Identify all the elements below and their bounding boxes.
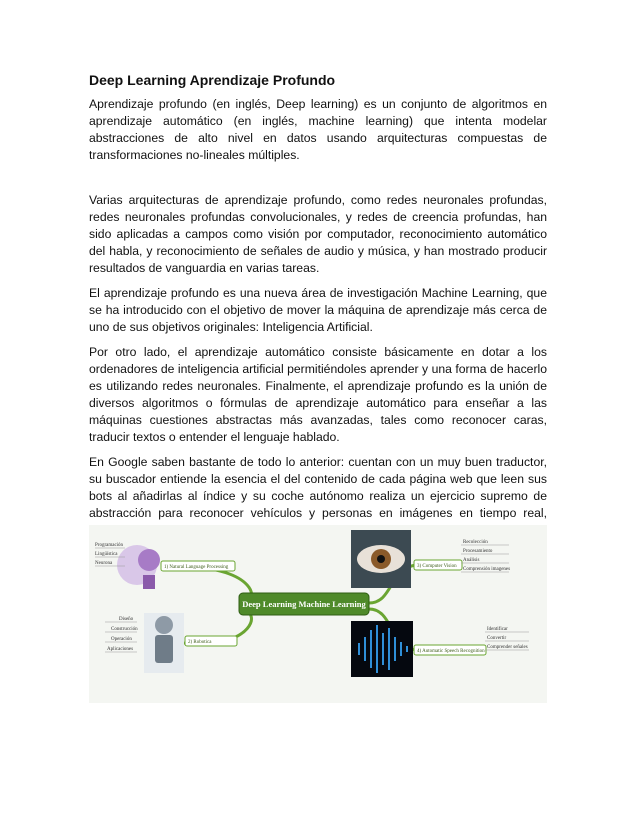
paragraph-definition: Aprendizaje profundo (en inglés, Deep learning) es un conjunto de algoritmos en aprendizaje automático (en inglés, machine learning) que intenta modelar abstracciones de alto nivel en datos usando arquitecturas compuestas de transformaciones no-lineales múltiples. — [89, 97, 547, 162]
branch-label-vision: 3) Computer Vision — [417, 564, 457, 569]
speech-item: Convertir — [487, 636, 507, 641]
robotica-item: Operación — [111, 637, 132, 642]
nlp-item: Programación — [95, 543, 124, 548]
paragraph-google: En Google saben bastante de todo lo anterior: cuentan con un muy buen traductor, su buscador entiende la esencia el del contenido de cada página web que leen sus bots al añadirlas al índice y su coche autónomo realiza un ejercicio supremo de abstracción para reconocer vehículos y personas en imágenes en tiempo real, — [89, 455, 547, 520]
paragraph-architectures: Varias arquitecturas de aprendizaje profundo, como redes neuronales profundas, redes neuronales profundas convolucionales, y redes de creencia profundas, han sido aplicadas a campos como visión por computador, reconocimiento automático del habla, y reconocimiento de señales de audio y música, y han mostrado producir resultados de vanguardia en varias tareas. — [89, 193, 547, 275]
speech-item: Identificar — [487, 627, 508, 632]
paragraph-research-area: El aprendizaje profundo es una nueva área de investigación Machine Learning, que se ha introducido con el objetivo de mover la máquina de aprendizaje más cerca de uno de sus objetivos originales: Inteligencia Artificial. — [89, 286, 547, 334]
document-title: Deep Learning Aprendizaje Profundo — [89, 72, 336, 88]
vision-item: Procesamiento — [463, 549, 493, 554]
mindmap-svg — [89, 525, 547, 703]
speech-item: Comprender señales — [487, 645, 528, 650]
document-page — [89, 72, 547, 547]
paragraph-machine-learning: Por otro lado, el aprendizaje automático consiste básicamente en dotar a los ordenadores de inteligencia artificial permitiéndoles aprender y una forma de hacerlo es utilizando redes neuronales. Finalmente, el aprendizaje profundo es la unión de diversos algoritmos o fórmulas de aprendizaje automático para enseñar a las máquinas cuestiones abstractas más avanzadas, tales como reconocer caras, traducir textos o entender el lenguaje hablado. — [89, 345, 547, 444]
robot-head-icon — [155, 616, 173, 634]
robotica-item: Construcción — [111, 627, 138, 632]
branch-label-nlp: 1) Natural Language Processing — [164, 565, 229, 570]
robotica-item: Aplicaciones — [107, 647, 134, 652]
vision-item: Análisis — [463, 558, 480, 563]
mindmap-center-label: Deep Learning Machine Learning — [242, 599, 366, 609]
branch-label-speech: 4) Automatic Speech Recognition — [417, 649, 485, 654]
vision-item: Recolección — [463, 540, 488, 545]
robotica-item: Diseño — [119, 617, 134, 622]
nlp-brain-icon — [138, 549, 160, 571]
branch-label-robotica: 2) Robotica — [188, 640, 212, 645]
vision-item: Comprensión imagenes — [463, 567, 511, 572]
nlp-item: Neurona — [95, 561, 113, 566]
mindmap-figure — [89, 525, 547, 703]
nlp-item: Lingüística — [95, 552, 118, 557]
